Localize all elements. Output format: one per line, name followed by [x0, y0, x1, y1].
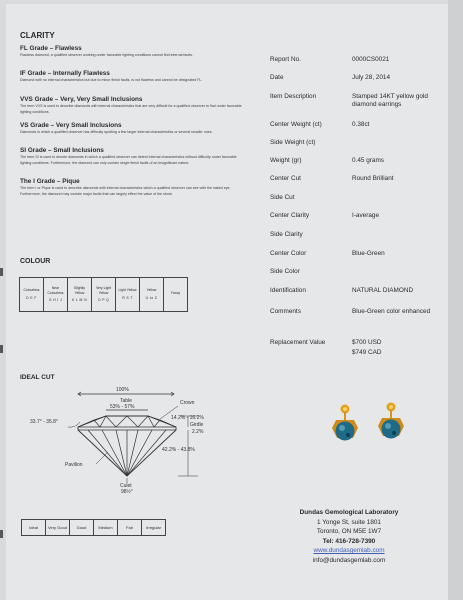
comments-value: Blue-Green color enhanced [352, 308, 431, 315]
side-weight-label: Side Weight (ct) [270, 139, 316, 146]
colour-cell: Light Yellow R S T [116, 278, 140, 312]
lab-info [268, 508, 430, 566]
item-description-value: Stamped 14KT yellow gold diamond earrings [352, 93, 428, 108]
cut-girdle-label: Girdle [190, 422, 204, 428]
cut-grade-cell: Fair [118, 520, 142, 536]
colour-cell: Fancy [164, 278, 188, 312]
page-edge [448, 0, 463, 600]
cut-culet-label: Culet [120, 483, 132, 489]
grade-description: The term I or Pique is used to describe diamonds with internal characteristics which a qualified observer can see with the naked eye. Furthermore, the diamond may contain major faults that can largely effect the value of the stone. [20, 186, 231, 196]
center-cut-value: Round Brilliant [352, 175, 394, 182]
colour-cell: Colourless D E F [20, 278, 44, 312]
side-color-label: Side Color [270, 268, 300, 275]
weight-gr-label: Weight (gr) [270, 157, 302, 164]
side-cut-label: Side Cut [270, 194, 295, 201]
comments-label: Comments [270, 308, 301, 315]
grade-description: The term SI is used to denote diamonds in which a qualified observer can detect internal characteristics without difficulty under favorable lighting conditions. Furthermore, the diamond can only contain single finish faults of an insignificant nature. [20, 155, 237, 165]
side-clarity-label: Side Clarity [270, 231, 303, 238]
grade-heading: VS Grade – Very Small Inclusions [20, 122, 122, 129]
lab-email: info@dundasgemlab.com [312, 556, 386, 564]
clarity-grade-i [20, 178, 242, 197]
colour-cell: Yellow U to Z [140, 278, 164, 312]
cut-grade-cell: Good [70, 520, 94, 536]
grade-description: The term VVS is used to describe diamonds with internal characteristics that are very difficult for a qualified observer to find under favorable lighting conditions. [20, 104, 242, 114]
cut-girdle-value: 2.2% [192, 429, 204, 435]
center-color-label: Center Color [270, 250, 307, 257]
clarity-grade-fl [20, 45, 242, 59]
earring-photo-left [325, 398, 361, 465]
cut-width-label: 100% [116, 387, 129, 393]
colour-cell: Near Colourless G H I J [44, 278, 68, 312]
grade-description: Diamonds in which a qualified observer has difficulty spotting a few larger internal characteristics or several smaller ones. [20, 130, 213, 134]
grade-heading: SI Grade – Small Inclusions [20, 147, 104, 154]
lab-name: Dundas Gemological Laboratory [299, 509, 399, 516]
hole-punch-mark [0, 268, 3, 276]
colour-cell: Very Light Yellow O P Q [92, 278, 116, 312]
earring-graphic [373, 395, 409, 457]
clarity-grade-vs [20, 122, 242, 136]
colour-cell: Slightly Yellow K L M N [68, 278, 92, 312]
colour-title: COLOUR [20, 258, 51, 265]
ideal-cut-title: IDEAL CUT [20, 374, 55, 381]
cut-grade-cell: Very Good [46, 520, 70, 536]
cut-grade-cell: Ideal [22, 520, 46, 536]
clarity-grade-si [20, 147, 242, 166]
grade-heading: IF Grade – Internally Flawless [20, 70, 110, 77]
center-weight-value: 0.38ct [352, 121, 370, 128]
cut-table-label: Table [120, 398, 132, 404]
weight-gr-value: 0.45 grams [352, 157, 384, 164]
hole-punch-mark [0, 345, 3, 353]
ideal-cut-diagram [28, 384, 228, 499]
clarity-title: CLARITY [20, 31, 55, 40]
cut-crown-height: 14.2% - 16.2% [171, 415, 204, 421]
date-value: July 28, 2014 [352, 74, 391, 81]
colour-scale-table [19, 277, 188, 312]
cut-culet-value: 98½° [121, 489, 133, 495]
identification-label: Identification [270, 287, 306, 294]
center-clarity-value: I-average [352, 212, 379, 219]
replacement-value-cad: $749 CAD [352, 349, 382, 356]
cut-grade-cell: Medium [94, 520, 118, 536]
lab-website-link[interactable]: www.dundasgemlab.com [313, 547, 385, 555]
center-cut-label: Center Cut [270, 175, 301, 182]
cut-table-range: 53% - 57% [110, 404, 135, 410]
report-no-value: 0000CS0021 [352, 56, 390, 63]
hole-punch-mark [0, 530, 3, 538]
center-color-value: Blue-Green [352, 250, 385, 257]
grade-description: Flawless diamond, a qualified observer working under favorable lighting conditions cannot find internal faults. [20, 53, 193, 57]
earring-photo-right [373, 395, 409, 462]
clarity-grade-vvs [20, 96, 242, 115]
cut-crown-label: Crown [180, 400, 195, 406]
replacement-value-label: Replacement Value [270, 339, 326, 346]
cut-grade-table [21, 519, 166, 536]
report-no-label: Report No. [270, 56, 301, 63]
identification-value: NATURAL DIAMOND [352, 287, 414, 294]
cut-pavilion-label: Pavilion [65, 462, 83, 468]
center-clarity-label: Center Clarity [270, 212, 310, 219]
item-description-label: Item Description [270, 93, 317, 100]
grade-heading: VVS Grade – Very, Very Small Inclusions [20, 96, 143, 103]
grade-heading: FL Grade – Flawless [20, 45, 82, 52]
date-label: Date [270, 74, 284, 81]
cut-crown-angle: 33.7° - 35.8° [30, 419, 58, 425]
lab-address-line2: Toronto, ON M5E 1W7 [316, 528, 382, 536]
grade-description: Diamond with no internal characteristics but due to minor finish faults, is not flawless and cannot be designated FL. [20, 78, 203, 82]
earring-graphic [325, 398, 361, 460]
cut-grade-cell: Irregular [142, 520, 166, 536]
lab-address-line1: 1 Yonge St, suite 1801 [317, 518, 381, 526]
cut-pavilion-depth: 42.2% - 43.8% [162, 447, 195, 453]
replacement-value-usd: $700 USD [352, 339, 382, 346]
lab-telephone: Tel: 416-728-7390 [322, 537, 376, 545]
grade-heading: The I Grade – Pique [20, 178, 80, 185]
center-weight-label: Center Weight (ct) [270, 121, 322, 128]
clarity-grade-if [20, 70, 242, 84]
